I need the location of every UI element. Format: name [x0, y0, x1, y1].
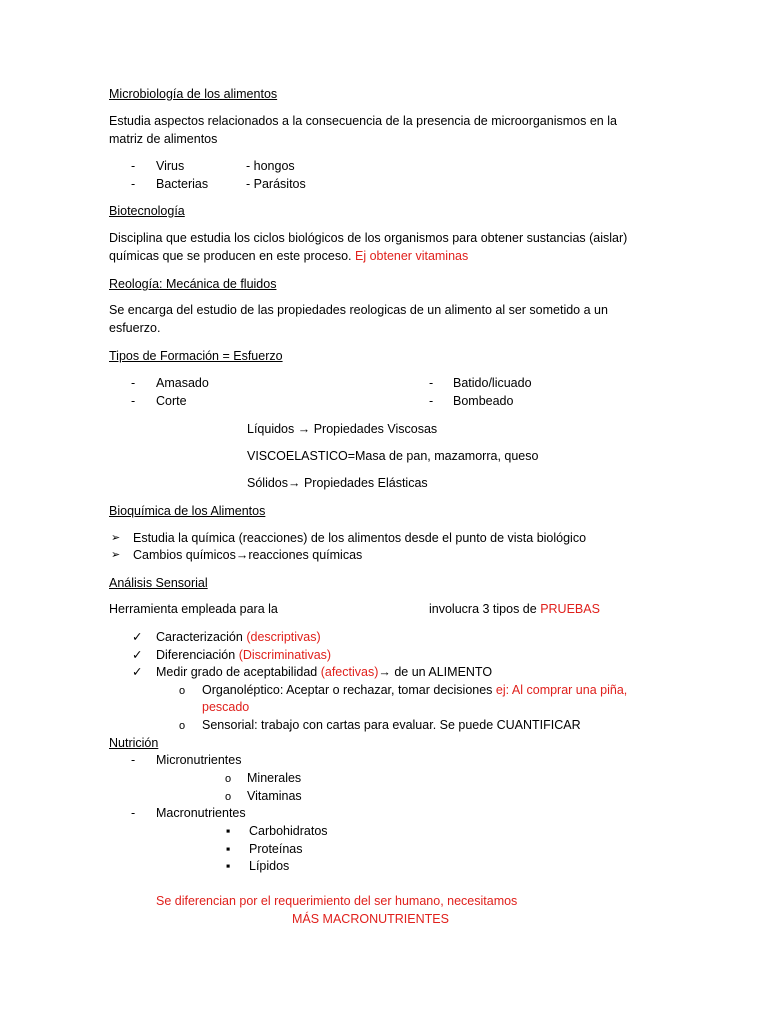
circle-bullet-icon: o [225, 773, 232, 785]
arrow-icon: → [378, 665, 391, 679]
section-title-nutricion: Nutrición [109, 736, 159, 750]
list-bullet: - [131, 806, 136, 820]
pruebas-highlight: PRUEBAS [540, 602, 600, 616]
item-text: Medir grado de aceptabilidad [156, 665, 321, 679]
list-bullet: - [131, 394, 136, 408]
sublist-item-organoleptico-cont: pescado [202, 700, 250, 714]
sublist-item-lipidos: Lípidos [249, 859, 290, 873]
section-title-biotecnologia: Biotecnología [109, 204, 185, 218]
circle-bullet-icon: o [179, 720, 186, 732]
paragraph-microbiologia-line2: matriz de alimentos [109, 132, 218, 146]
item-highlight: (afectivas) [320, 665, 379, 679]
list-item-diferenciacion [156, 647, 331, 663]
list-bullet: - [429, 394, 434, 408]
paragraph-microbiologia-line1: Estudia aspectos relacionados a la consecuencia de la presencia de microorganismos en la [109, 114, 617, 128]
sublist-item-carbohidratos: Carbohidratos [249, 824, 328, 838]
list-item-estudia: Estudia la química (reacciones) de los alimentos desde el punto de vista biológico [133, 531, 587, 545]
sublist-item-proteinas: Proteínas [249, 842, 303, 856]
list-bullet: - [131, 753, 136, 767]
list-item-caracterizacion [156, 629, 321, 645]
list-item-aceptabilidad [156, 664, 492, 680]
paragraph-reologia-line1: Se encarga del estudio de las propiedades reologicas de un alimento al ser sometido a un [109, 303, 608, 317]
sublist-item-organoleptico [202, 682, 627, 698]
square-bullet-icon: ▪ [226, 824, 231, 838]
item-highlight: (Discriminativas) [238, 648, 332, 662]
section-title-reologia: Reología: Mecánica de fluidos [109, 277, 277, 291]
line-liquidos [247, 421, 437, 437]
square-bullet-icon: ▪ [226, 842, 231, 856]
arrow-bullet-icon: ➢ [111, 532, 121, 544]
check-icon: ✓ [132, 630, 143, 644]
paragraph-reologia-line2: esfuerzo. [109, 321, 161, 335]
involucra-label: involucra 3 tipos de [429, 602, 541, 616]
paragraph-text: químicas que se producen en este proceso. [109, 249, 355, 263]
involucra-text [429, 601, 600, 617]
list-item-cambios [133, 547, 362, 563]
example-highlight: Ej obtener vitaminas [354, 249, 469, 263]
list-bullet: - [429, 376, 434, 390]
list-item-hongos: - hongos [246, 159, 295, 173]
circle-bullet-icon: o [179, 685, 186, 697]
paragraph-biotecnologia-line2 [109, 248, 468, 264]
list-item-corte: Corte [156, 394, 187, 408]
line-solidos [247, 475, 428, 491]
list-item-bacterias: Bacterias [156, 177, 209, 191]
sublist-item-vitaminas: Vitaminas [247, 789, 302, 803]
item-text: Caracterización [156, 630, 247, 644]
section-title-tipos-formacion: Tipos de Formación = Esfuerzo [109, 349, 283, 363]
check-icon: ✓ [132, 665, 143, 679]
list-item-parasitos: - Parásitos [246, 177, 306, 191]
solidos-value: Propiedades Elásticas [300, 476, 428, 490]
line-viscoelastico: VISCOELASTICO=Masa de pan, mazamorra, queso [247, 449, 539, 463]
arrow-icon: → [297, 422, 311, 436]
section-title-bioquimica: Bioquímica de los Alimentos [109, 504, 266, 518]
list-item-batido: Batido/licuado [453, 376, 532, 390]
list-item-amasado: Amasado [156, 376, 209, 390]
arrow-icon: → [288, 476, 301, 490]
item-text: Organoléptico: Aceptar o rechazar, tomar decisiones [202, 683, 496, 697]
herramienta-text: Herramienta empleada para la [109, 602, 278, 616]
check-icon: ✓ [132, 648, 143, 662]
liquidos-value: Propiedades Viscosas [310, 422, 438, 436]
liquidos-label: Líquidos [247, 422, 298, 436]
solidos-label: Sólidos [247, 476, 288, 490]
cambios-value: reacciones químicas [248, 548, 363, 562]
list-bullet: - [131, 159, 136, 173]
list-bullet: - [131, 177, 136, 191]
cambios-label: Cambios químicos [133, 548, 236, 562]
section-title-analisis-sensorial: Análisis Sensorial [109, 576, 208, 590]
list-item-bombeado: Bombeado [453, 394, 514, 408]
item-text: Diferenciación [156, 648, 239, 662]
arrow-icon: → [235, 548, 249, 562]
item-text: de un ALIMENTO [390, 665, 493, 679]
section-title-microbiologia: Microbiología de los alimentos [109, 87, 278, 101]
circle-bullet-icon: o [225, 791, 232, 803]
list-item-macronutrientes: Macronutrientes [156, 806, 246, 820]
item-highlight: ej: Al comprar una piña, [495, 683, 628, 697]
arrow-bullet-icon: ➢ [111, 549, 121, 561]
sublist-item-minerales: Minerales [247, 771, 302, 785]
square-bullet-icon: ▪ [226, 859, 231, 873]
list-bullet: - [131, 376, 136, 390]
paragraph-biotecnologia-line1: Disciplina que estudia los ciclos biológicos de los organismos para obtener sustancias (aislar) [109, 231, 628, 245]
sublist-item-sensorial: Sensorial: trabajo con cartas para evaluar. Se puede CUANTIFICAR [202, 718, 581, 732]
list-item-micronutrientes: Micronutrientes [156, 753, 242, 767]
conclusion-note-line1: Se diferencian por el requerimiento del ser humano, necesitamos [156, 894, 518, 908]
list-item-virus: Virus [156, 159, 185, 173]
item-highlight: (descriptivas) [246, 630, 321, 644]
conclusion-note-line2: MÁS MACRONUTRIENTES [292, 912, 449, 926]
